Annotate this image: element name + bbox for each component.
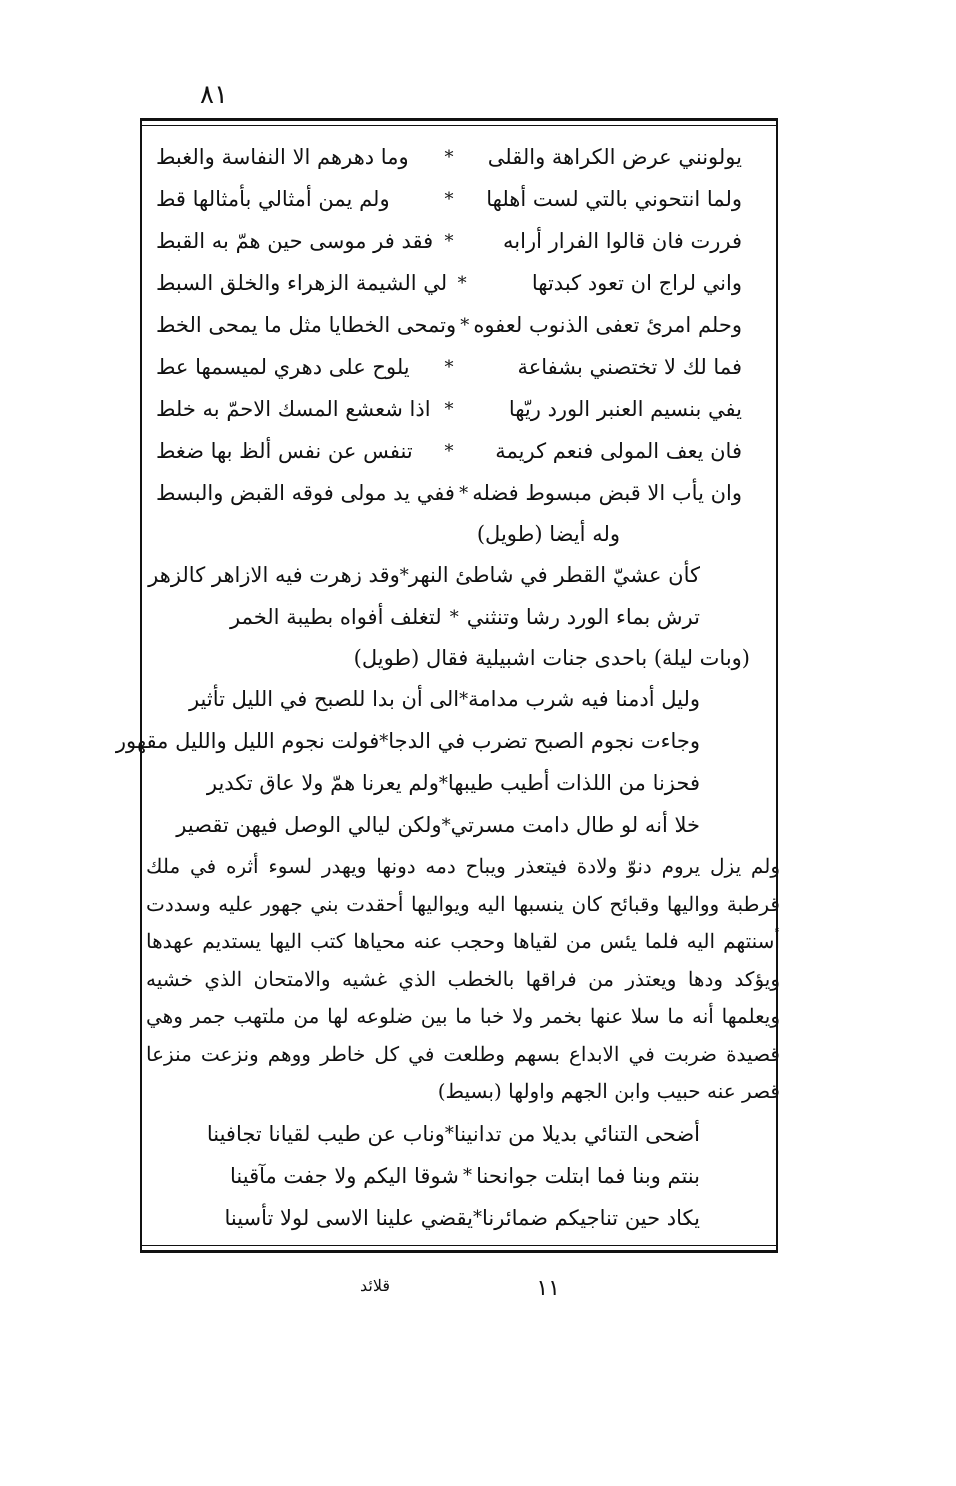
- verse-second-hemistich: وقد زهرت فيه الازاهر كالزهر: [148, 563, 400, 587]
- verse-first-hemistich: يولونني عرض الكراهة والقلى: [487, 145, 742, 169]
- verse-separator-icon: *: [460, 314, 470, 336]
- page-footer: [360, 1276, 560, 1301]
- verse-second-hemistich: وما دهرهم الا النفاسة والغبط: [156, 145, 409, 169]
- verse-second-hemistich: لي الشيمة الزهراء والخلق السبط: [156, 271, 448, 295]
- verse-second-hemistich: يلوح على دهري لميسمها عط: [156, 355, 410, 379]
- verse-second-hemistich: الى أن بدا للصبح في الليل تأثير: [188, 687, 460, 711]
- verse-line: [150, 346, 770, 388]
- prose-paragraph: ولم يزل يروم دنوّ ولادة فيتعذر ويباح دمه دونها ويهدر لسوء أثره في ملك قرطبة وواليها وقبائح كان ينسبها اليه ويواليها أحقدت بني جهور عليه وسددت أسنتهم اليه فلما يئس من لقياها وحجب عنه محياها كتب اليها يستديم عهدها ويؤكد ودها ويعتذر من فراقها بالخطب الذي غشيه والامتحان الذي خشيه ويعلمها أنه ما سلا عنها بخمر ولا خبا ما بين ضلوعه لها من ملتهب جمر وهي قصيدة ضربت في الابداع بسهم وطلعت في كل خاطر ووهم ونزعت منزعا قصر عنه حبيب وابن الجهم واولها (بسيط): [146, 854, 780, 1103]
- verse-line: [150, 430, 770, 472]
- verse-line: [150, 554, 770, 596]
- poem-section-4: [150, 1113, 770, 1239]
- verse-separator-icon: *: [462, 1165, 472, 1186]
- verse-first-hemistich: فررت فان قالوا الفرار أرابه: [503, 229, 742, 253]
- verse-line: [150, 678, 770, 720]
- verse-second-hemistich: ولم يعرنا همّ ولا عاق تكدير: [206, 771, 439, 795]
- catchword: قلائد: [360, 1276, 391, 1295]
- verse-first-hemistich: ولما انتحوني بالتي لست أهلها: [486, 187, 742, 211]
- poem-section-1: [150, 136, 770, 514]
- verse-line: [150, 1113, 770, 1155]
- verse-first-hemistich: فحزنا من اللذات أطيب طيبها: [447, 771, 700, 795]
- verse-separator-icon: *: [472, 1207, 482, 1228]
- verse-line: [150, 136, 770, 178]
- poem-section-3: [115, 678, 770, 846]
- verse-separator-icon: *: [438, 772, 448, 794]
- verse-line: [150, 388, 770, 430]
- verse-first-hemistich: بنتم وبنا فما ابتلت جوانحنا: [476, 1163, 700, 1188]
- verse-separator-icon: *: [444, 230, 454, 252]
- verse-line: [150, 596, 770, 638]
- verse-second-hemistich: وناب عن طيب لقيانا تجافينا: [206, 1121, 445, 1146]
- verse-line: [150, 220, 770, 262]
- verse-first-hemistich: واني لراج ان تعود كبدتها: [531, 271, 742, 295]
- verse-first-hemistich: فان يعف المولى فنعم كريمة: [495, 439, 742, 463]
- verse-line: [150, 304, 770, 346]
- verse-separator-icon: *: [441, 814, 451, 836]
- verse-separator-icon: *: [457, 272, 467, 294]
- verse-line: [150, 1197, 770, 1239]
- verse-line: [115, 720, 770, 762]
- verse-second-hemistich: يقضي علينا الاسى لولا تأسينا: [224, 1205, 473, 1230]
- verse-first-hemistich: وليل أدمنا فيه شرب مدامة: [468, 687, 700, 711]
- verse-second-hemistich: فقد فر موسى حين همّ به القبط: [156, 229, 434, 253]
- verse-second-hemistich: لتغلف أفواه بطيبة الخمر: [230, 605, 442, 629]
- verse-second-hemistich: ففي يد مولى فوقه القبض والبسط: [156, 481, 455, 505]
- verse-second-hemistich: شوقا اليكم ولا جفت مآقينا: [230, 1163, 459, 1188]
- verse-line: [150, 1155, 770, 1197]
- verse-separator-icon: *: [444, 188, 454, 210]
- poem-section-2: [150, 554, 770, 638]
- poem-heading: (وبات ليلة) باحدى جنات اشبيلية فقال (طويل): [353, 646, 750, 670]
- verse-first-hemistich: وان يأب الا قبض مبسوط فضله: [472, 481, 742, 505]
- verse-line: [150, 178, 770, 220]
- verse-first-hemistich: يكاد حين تناجيكم ضمائرنا: [481, 1205, 700, 1230]
- verse-separator-icon: *: [444, 440, 454, 462]
- verse-line: [150, 762, 770, 804]
- verse-separator-icon: *: [444, 356, 454, 378]
- verse-line: [150, 262, 770, 304]
- verse-separator-icon: *: [444, 1123, 454, 1144]
- verse-separator-icon: *: [444, 146, 454, 168]
- verse-first-hemistich: وحلم امرئ تعفى الذنوب لعفوه: [473, 313, 742, 337]
- verse-second-hemistich: تنفس عن نفس ألظ بها ضغط: [156, 439, 413, 463]
- verse-first-hemistich: كأن عشيّ القطر في شاطئ النهر: [408, 563, 700, 587]
- verse-separator-icon: *: [379, 730, 389, 752]
- verse-separator-icon: *: [459, 482, 469, 504]
- verse-separator-icon: *: [459, 688, 469, 710]
- verse-first-hemistich: ترش بماء الورد رشا وتنثني: [466, 605, 700, 629]
- verse-first-hemistich: وجاءت نجوم الصبح تضرب في الدجا: [388, 729, 700, 753]
- verse-first-hemistich: أضحى التنائي بديلا من تدانينا: [453, 1121, 700, 1146]
- poem-heading: وله أيضا (طويل): [476, 522, 620, 546]
- verse-second-hemistich: ولم يمن أمثالي بأمثالها قط: [156, 187, 390, 211]
- signature-mark: ١١: [536, 1276, 560, 1301]
- verse-second-hemistich: اذا شعشع المسك الاحمّ به خلط: [156, 397, 431, 421]
- verse-second-hemistich: فولت نجوم الليل والليل مقهور: [115, 729, 380, 753]
- verse-first-hemistich: خلا أنه لو طال دامت مسرتي: [450, 813, 700, 837]
- page-number: ٨١: [200, 80, 228, 110]
- verse-separator-icon: *: [444, 398, 454, 420]
- verse-first-hemistich: فما لك لا تختصني بشفاعة: [517, 355, 742, 379]
- verse-second-hemistich: ولكن ليالي الوصل فيهن تقصير: [176, 813, 442, 837]
- verse-line: [150, 472, 770, 514]
- verse-separator-icon: *: [399, 564, 409, 586]
- verse-first-hemistich: يفي بنسيم العنبر الورد ريّها: [508, 397, 742, 421]
- verse-second-hemistich: وتمحى الخطايا مثل ما يمحى الخط: [156, 313, 457, 337]
- verse-line: [150, 804, 770, 846]
- verse-separator-icon: *: [449, 606, 459, 628]
- page-body: [115, 136, 780, 1239]
